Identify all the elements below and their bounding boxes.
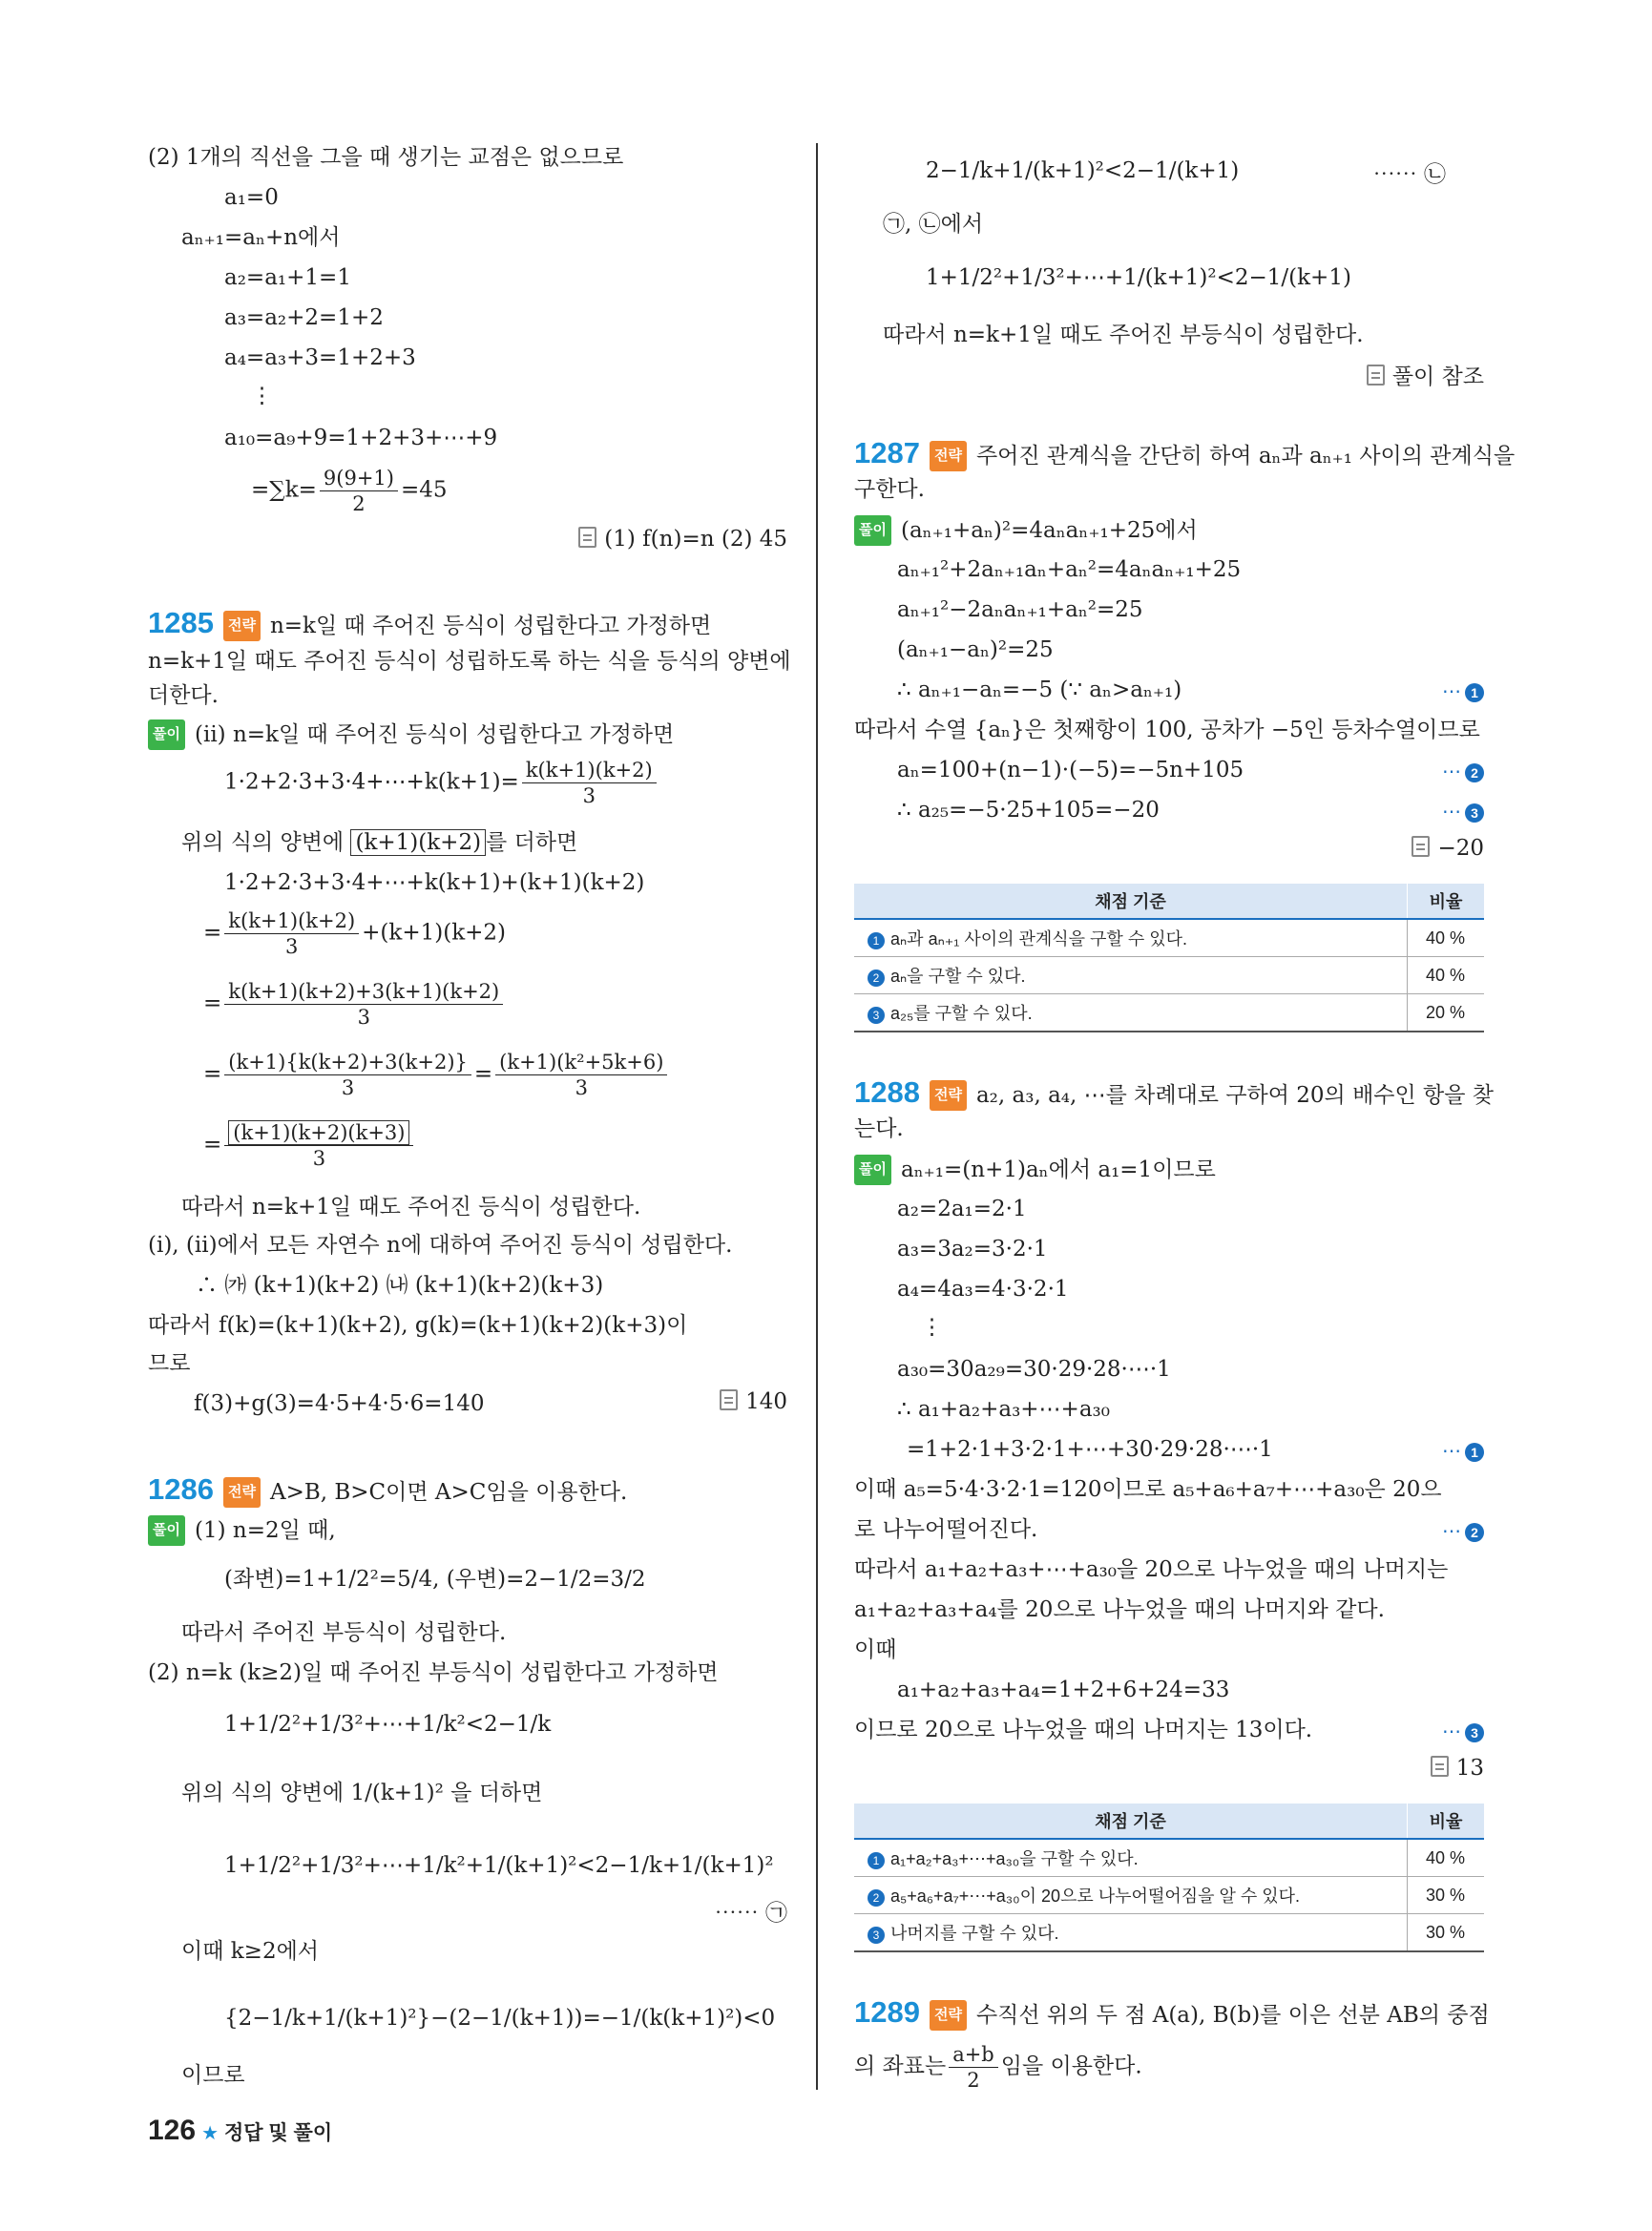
numerator: (k+1)(k²+5k+6): [495, 1050, 667, 1075]
math-line: [224, 758, 659, 808]
math-line: {2−1/k+1/(k+1)²}−(2−1/(k+1))=−1/(k(k+1)²)<0: [224, 2006, 776, 2031]
text-line: 이때 a₅=5·4·3·2·1=120이므로 a₅+a₆+a₇+⋯+a₃₀은 20으: [854, 1477, 1442, 1502]
numerator: k(k+1)(k+2): [224, 908, 359, 934]
fraction: [320, 466, 398, 516]
text: 를 더하면: [486, 830, 578, 855]
math-line: a₂=2a₁=2·1: [897, 1197, 1027, 1221]
problem-header-1287: [854, 436, 1516, 471]
text-line: 따라서 n=k+1일 때도 주어진 등식이 성립한다.: [181, 1195, 641, 1220]
strategy-tag: 전략: [930, 441, 967, 471]
solution-line: [148, 1515, 336, 1546]
step-marker-3: ⋯ 3: [1442, 800, 1484, 823]
strategy-text: n=k+1일 때도 주어진 등식이 성립하도록 하는 식을 등식의 양변에: [148, 649, 791, 674]
grading-table-1288: [854, 1804, 1484, 1952]
criterion-text: aₙ을 구할 수 있다.: [890, 967, 1026, 986]
math-line: = $\frac{k(k+1)(k+2)}{3}$ +(k+1)(k+2): [203, 909, 507, 958]
math-line: aₙ₊₁=aₙ+n에서: [181, 225, 341, 250]
numerator: a+b: [949, 2042, 998, 2068]
step-marker-1: ⋯ 1: [1442, 679, 1484, 702]
answer-1285: [720, 1389, 787, 1414]
math-line: a₃=a₂+2=1+2: [224, 305, 384, 330]
strategy-text: 더한다.: [148, 683, 219, 708]
column-header: 채점 기준: [854, 884, 1408, 919]
solution-tag: 풀이: [148, 1515, 185, 1546]
math-line: (좌변)=1+1/2²=5/4, (우변)=2−1/2=3/2: [224, 1567, 646, 1592]
equation-marker: ⋯⋯ ㉡: [1372, 162, 1446, 187]
strategy-text: 주어진 관계식을 간단히 하여 aₙ과 aₙ₊₁ 사이의 관계식을: [975, 444, 1516, 469]
numerator: (k+1){k(k+2)+3(k+2)}: [224, 1050, 471, 1075]
math-line: 1·2+2·3+3·4+⋯+k(k+1)+(k+1)(k+2): [224, 870, 645, 895]
criterion-number: 3: [868, 1927, 885, 1944]
solution-tag: 풀이: [854, 1155, 891, 1185]
strategy-text: 구한다.: [854, 477, 925, 502]
math-line: = $\frac{(k+1)(k+2)(k+3)}{3}$: [203, 1120, 416, 1171]
table-row: [854, 1877, 1484, 1914]
text-line: 로 나누어떨어진다.: [854, 1517, 1038, 1542]
denominator: 3: [575, 1076, 588, 1099]
step-number: 2: [1465, 1523, 1484, 1542]
ratio-cell: 40 %: [1408, 919, 1485, 957]
numerator: k(k+1)(k+2): [522, 758, 657, 783]
answer-text: 풀이 참조: [1391, 365, 1484, 389]
problem-header-1286: [148, 1472, 628, 1508]
fraction: [522, 758, 657, 808]
fraction: [224, 908, 359, 959]
star-icon: ★: [201, 2123, 219, 2144]
strategy-tag: 전략: [930, 2000, 967, 2031]
strategy-text: 는다.: [854, 1116, 904, 1141]
ratio-cell: 40 %: [1408, 1839, 1485, 1877]
fraction: [224, 979, 503, 1030]
fraction: [224, 1050, 471, 1100]
math-line: aₙ₊₁²+2aₙ₊₁aₙ+aₙ²=4aₙaₙ₊₁+25: [897, 557, 1242, 582]
criterion-text: a₂₅를 구할 수 있다.: [890, 1004, 1033, 1023]
fraction: [495, 1050, 667, 1100]
criterion-number: 2: [868, 970, 885, 987]
math-line: [251, 466, 448, 516]
text: 위의 식의 양변에: [181, 830, 345, 855]
math-line: =1+2·1+3·2·1+⋯+30·29·28·⋯·1: [907, 1437, 1273, 1462]
strategy-text: [854, 2042, 1142, 2093]
criterion-cell: [854, 1914, 1408, 1952]
table-row: [854, 1914, 1484, 1952]
math-line: ∴ a₂₅=−5·25+105=−20: [897, 798, 1160, 823]
math-line: a₄=a₃+3=1+2+3: [224, 345, 416, 370]
denominator: 2: [352, 492, 366, 515]
vdots: ⋮: [921, 1315, 943, 1340]
boxed-expression: (k+1)(k+2)(k+3): [228, 1120, 409, 1145]
answer-1284: [578, 527, 787, 552]
math-line: ∴ a₁+a₂+a₃+⋯+a₃₀: [897, 1397, 1110, 1422]
solution-text: (1) n=2일 때,: [194, 1518, 336, 1543]
ratio-cell: 40 %: [1408, 957, 1485, 994]
numerator: k(k+1)(k+2)+3(k+1)(k+2): [224, 979, 503, 1005]
denominator: 3: [357, 1006, 370, 1029]
page-number: 126: [148, 2115, 197, 2146]
answer-icon: [1412, 836, 1430, 857]
strategy-tag: 전략: [223, 1477, 261, 1508]
problem-number: 1289: [854, 1995, 920, 2029]
problem-number: 1288: [854, 1075, 920, 1109]
math-line: a₁=0: [224, 185, 279, 210]
step-marker-2: ⋯ 2: [1442, 760, 1484, 782]
criterion-number: 1: [868, 932, 885, 949]
equation-marker: ⋯⋯ ㉠: [714, 1901, 787, 1926]
math-line: a₁₀=a₉+9=1+2+3+⋯+9: [224, 426, 498, 450]
expression: 1·2+2·3+3·4+⋯+k(k+1)=: [224, 769, 519, 795]
denominator: 2: [967, 2069, 980, 2092]
answer-1286: [1367, 359, 1484, 390]
text: 의 좌표는: [854, 2054, 947, 2079]
math-line: a₂=a₁+1=1: [224, 265, 351, 290]
answer-text: 13: [1455, 1756, 1484, 1781]
ratio-cell: 20 %: [1408, 994, 1485, 1032]
footer-label: 정답 및 풀이: [224, 2122, 333, 2144]
text-line: 따라서 주어진 부등식이 성립한다.: [181, 1620, 507, 1645]
table-row: [854, 994, 1484, 1032]
table-row: [854, 1839, 1484, 1877]
math-line: = $\frac{(k+1)\{k(k+2)+3(k+2)\}}{3}$ = $\frac{\text{(k+1)(k²+5k+6)}}{3}$: [203, 1050, 670, 1100]
problem-number: 1287: [854, 436, 920, 469]
expression: +(k+1)(k+2): [362, 920, 507, 946]
math-line: f(3)+g(3)=4·5+4·5·6=140: [194, 1391, 485, 1416]
ratio-cell: 30 %: [1408, 1914, 1485, 1952]
text-line: (2) 1개의 직선을 그을 때 생기는 교점은 없으므로: [148, 145, 624, 170]
strategy-tag: 전략: [930, 1080, 967, 1111]
sum-expression: =∑k=: [251, 477, 317, 503]
step-number: 2: [1465, 763, 1484, 782]
denominator: 3: [312, 1147, 326, 1170]
text-line: [181, 828, 577, 857]
step-number: 1: [1465, 1443, 1484, 1462]
math-line: 1+1/2²+1/3²+⋯+1/k²<2−1/k: [224, 1712, 552, 1737]
text-line: 따라서 n=k+1일 때도 주어진 부등식이 성립한다.: [883, 323, 1364, 347]
column-divider: [816, 143, 818, 2090]
vdots: ⋮: [251, 384, 273, 408]
criterion-text: a₁+a₂+a₃+⋯+a₃₀을 구할 수 있다.: [890, 1849, 1139, 1868]
text-line: 므로: [148, 1351, 191, 1376]
answer-text: 140: [745, 1389, 787, 1414]
criterion-cell: [854, 994, 1408, 1032]
text-line: 따라서 수열 {aₙ}은 첫째항이 100, 공차가 −5인 등차수열이므로: [854, 718, 1480, 742]
math-line: aₙ₊₁²−2aₙaₙ₊₁+aₙ²=25: [897, 597, 1143, 622]
step-number: 3: [1465, 803, 1484, 823]
denominator: 3: [582, 784, 596, 807]
criterion-cell: [854, 919, 1408, 957]
denominator: 3: [341, 1076, 355, 1099]
fraction: [224, 1120, 413, 1171]
step-number: 1: [1465, 683, 1484, 702]
math-line: 1+1/2²+1/3²+⋯+1/k²+1/(k+1)²<2−1/k+1/(k+1)²: [224, 1853, 774, 1878]
math-line: 2−1/k+1/(k+1)²<2−1/(k+1): [926, 158, 1240, 183]
grading-table-1287: [854, 884, 1484, 1032]
criterion-cell: [854, 1877, 1408, 1914]
solution-line: [854, 1155, 1216, 1185]
text-line: 이므로 20으로 나누었을 때의 나머지는 13이다.: [854, 1718, 1313, 1742]
solution-text: (ii) n=k일 때 주어진 등식이 성립한다고 가정하면: [194, 722, 675, 747]
math-line: a₃₀=30a₂₉=30·29·28·⋯·1: [897, 1357, 1171, 1382]
denominator: 3: [285, 935, 299, 958]
criterion-number: 1: [868, 1852, 885, 1869]
answer-icon: [1431, 1756, 1449, 1777]
criterion-number: 3: [868, 1007, 885, 1024]
solution-text: aₙ₊₁=(n+1)aₙ에서 a₁=1이므로: [900, 1157, 1216, 1182]
strategy-tag: 전략: [223, 611, 261, 641]
answer-text: −20: [1437, 836, 1484, 861]
boxed-expression: (k+1)(k+2): [350, 829, 486, 856]
problem-number: 1285: [148, 606, 214, 639]
numerator: [224, 1120, 413, 1146]
table-row: [854, 957, 1484, 994]
strategy-text: A>B, B>C이면 A>C임을 이용한다.: [269, 1480, 628, 1505]
answer-1287: [1412, 836, 1484, 861]
text-line: 따라서 a₁+a₂+a₃+⋯+a₃₀을 20으로 나누었을 때의 나머지는: [854, 1557, 1449, 1582]
result: =45: [400, 477, 448, 503]
text-line: a₁+a₂+a₃+a₄를 20으로 나누었을 때의 나머지와 같다.: [854, 1597, 1385, 1622]
table-header: [854, 884, 1484, 919]
step-marker-1: ⋯ 1: [1442, 1439, 1484, 1462]
criterion-number: 2: [868, 1889, 885, 1907]
step-marker-2: ⋯ 2: [1442, 1519, 1484, 1542]
answer-1288: [1431, 1756, 1484, 1781]
text-line: (2) n=k (k≥2)일 때 주어진 부등식이 성립한다고 가정하면: [148, 1660, 719, 1685]
math-line: ∴ ㈎ (k+1)(k+2) ㈏ (k+1)(k+2)(k+3): [196, 1273, 604, 1298]
math-line: ∴ aₙ₊₁−aₙ=−5 (∵ aₙ>aₙ₊₁): [897, 678, 1182, 702]
solution-tag: 풀이: [854, 515, 891, 546]
criterion-text: a₅+a₆+a₇+⋯+a₃₀이 20으로 나누어떨어짐을 알 수 있다.: [890, 1887, 1301, 1906]
problem-header-1288: [854, 1075, 1495, 1111]
answer-icon: [578, 527, 596, 548]
criterion-text: aₙ과 aₙ₊₁ 사이의 관계식을 구할 수 있다.: [890, 929, 1187, 949]
text-line: 이므로: [181, 2063, 245, 2088]
criterion-cell: [854, 957, 1408, 994]
step-number: 3: [1465, 1723, 1484, 1742]
ratio-cell: 30 %: [1408, 1877, 1485, 1914]
text-line: 이때 k≥2에서: [181, 1939, 320, 1964]
text-line: 이때: [854, 1637, 897, 1662]
problem-number: 1286: [148, 1472, 214, 1506]
table-header: [854, 1804, 1484, 1839]
math-line: a₁+a₂+a₃+a₄=1+2+6+24=33: [897, 1678, 1230, 1702]
text-line: 위의 식의 양변에 1/(k+1)² 을 더하면: [181, 1781, 543, 1805]
math-line: a₄=4a₃=4·3·2·1: [897, 1277, 1069, 1302]
answer-icon: [720, 1389, 738, 1410]
math-line: aₙ=100+(n−1)·(−5)=−5n+105: [897, 758, 1244, 782]
problem-header-1289: [854, 1995, 1490, 2031]
solution-line: [854, 515, 1198, 546]
column-header: 비율: [1408, 1804, 1485, 1839]
text-line: 따라서 f(k)=(k+1)(k+2), g(k)=(k+1)(k+2)(k+3)이: [148, 1313, 688, 1338]
table-row: [854, 919, 1484, 957]
numerator: 9(9+1): [320, 466, 398, 491]
solution-tag: 풀이: [148, 719, 185, 750]
page-footer: [148, 2115, 332, 2147]
criterion-text: 나머지를 구할 수 있다.: [890, 1924, 1059, 1943]
math-line: a₃=3a₂=3·2·1: [897, 1237, 1048, 1261]
step-marker-3: ⋯ 3: [1442, 1720, 1484, 1742]
math-line: (aₙ₊₁−aₙ)²=25: [897, 637, 1054, 662]
answer-text: (1) f(n)=n (2) 45: [604, 527, 787, 552]
text-line: ㉠, ㉡에서: [883, 212, 984, 237]
strategy-text: n=k일 때 주어진 등식이 성립한다고 가정하면: [269, 614, 712, 638]
criterion-cell: [854, 1839, 1408, 1877]
solution-text: (aₙ₊₁+aₙ)²=4aₙaₙ₊₁+25에서: [900, 518, 1198, 543]
column-header: 비율: [1408, 884, 1485, 919]
math-line: 1+1/2²+1/3²+⋯+1/(k+1)²<2−1/(k+1): [926, 265, 1351, 290]
strategy-text: a₂, a₃, a₄, ⋯를 차례대로 구하여 20의 배수인 항을 찾: [975, 1083, 1495, 1108]
problem-header-1285: [148, 606, 712, 641]
answer-icon: [1367, 365, 1385, 386]
strategy-text: 수직선 위의 두 점 A(a), B(b)를 이은 선분 AB의 중점: [975, 2003, 1490, 2028]
text: 임을 이용한다.: [1000, 2054, 1142, 2079]
fraction: [949, 2042, 998, 2093]
math-line: = $\frac{k(k+1)(k+2)+3(k+1)(k+2)}{3}$: [203, 979, 506, 1030]
solution-line: [148, 719, 674, 750]
column-header: 채점 기준: [854, 1804, 1408, 1839]
text-line: (i), (ii)에서 모든 자연수 n에 대하여 주어진 등식이 성립한다.: [148, 1233, 733, 1258]
